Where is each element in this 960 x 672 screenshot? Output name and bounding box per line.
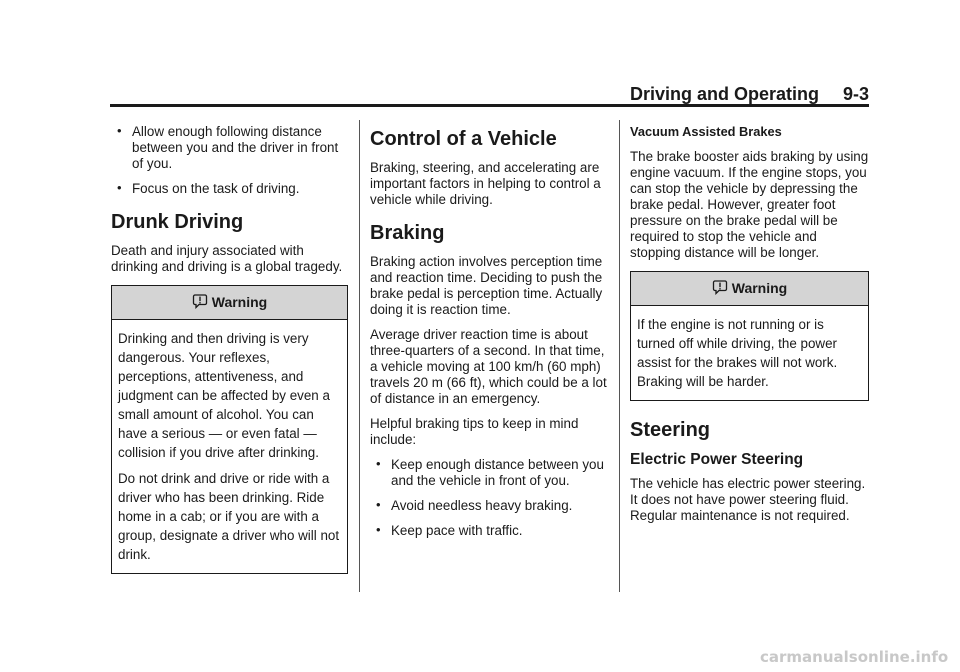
- warning-icon: [192, 293, 208, 309]
- eps-heading: Electric Power Steering: [630, 451, 804, 468]
- warning-title: Warning: [731, 280, 788, 296]
- braking-text: Braking action involves perception time and reaction time. Deciding to push the brake pedal is perception time. Actually doing it is reaction time.: [370, 254, 603, 317]
- control-heading: Control of a Vehicle: [370, 128, 557, 150]
- warning-box: [630, 271, 869, 401]
- warning-header: [112, 286, 347, 320]
- page-header: [110, 84, 869, 105]
- vacuum-brakes-text: The brake booster aids braking by using engine vacuum. If the engine stops, you can stop the vehicle by depressing the brake pedal. However, greater foot pressure on the brake pedal will be required to stop the vehicle and stopping distance will be longer.: [630, 149, 869, 260]
- warning-text: If the engine is not running or is turned off while driving, the power assist for the brakes will not work. Braking will be harder.: [637, 317, 838, 389]
- drunk-driving-heading: Drunk Driving: [111, 211, 244, 233]
- braking-heading: Braking: [370, 222, 445, 244]
- warning-icon: [712, 279, 728, 295]
- warning-text: Drinking and then driving is very dangerous. Your reflexes, perceptions, attentiveness, and judgment can be affected by even a small amount of alcohol. You can have a serious — or even fatal — collision if you drive after drinking.: [118, 331, 330, 460]
- braking-text: Helpful braking tips to keep in mind include:: [370, 416, 579, 447]
- list-item: • Focus on the task of driving.: [117, 180, 300, 196]
- list-item: • Keep enough distance between you and the vehicle in front of you.: [376, 456, 604, 488]
- column-2: [370, 124, 607, 548]
- list-item: • Avoid needless heavy braking.: [376, 497, 573, 513]
- watermark: carmanualsonline.info: [760, 648, 949, 666]
- eps-text: The vehicle has electric power steering. It does not have power steering fluid. Regular maintenance is not required.: [630, 476, 866, 523]
- header-rule: [110, 104, 869, 107]
- column-divider: [619, 120, 620, 592]
- column-3: [630, 124, 869, 533]
- vacuum-brakes-heading: Vacuum Assisted Brakes: [630, 124, 782, 139]
- warning-box: [111, 285, 348, 574]
- braking-text: Average driver reaction time is about three-quarters of a second. In that time, a vehicle moving at 100 km/h (60 mph) travels 20 m (66 ft), which could be a lot of distance in an emergency.: [370, 327, 607, 406]
- list-item: • Allow enough following distance between you and the driver in front of you.: [117, 123, 339, 171]
- steering-heading: Steering: [630, 419, 711, 441]
- drunk-driving-text: Death and injury associated with drinking and driving is a global tragedy.: [111, 243, 343, 274]
- column-1: [111, 124, 348, 586]
- section-title: Driving and Operating: [629, 84, 819, 104]
- warning-title: Warning: [211, 294, 268, 310]
- page-number: 9-3: [842, 84, 869, 104]
- control-text: Braking, steering, and accelerating are important factors in helping to control a vehicle while driving.: [370, 160, 601, 207]
- warning-text: Do not drink and drive or ride with a driver who has been drinking. Ride home in a cab; or if you are with a group, designate a driver who will not drink.: [118, 471, 340, 562]
- column-divider: [359, 120, 360, 592]
- warning-header: [631, 272, 868, 306]
- list-item: • Keep pace with traffic.: [376, 522, 523, 538]
